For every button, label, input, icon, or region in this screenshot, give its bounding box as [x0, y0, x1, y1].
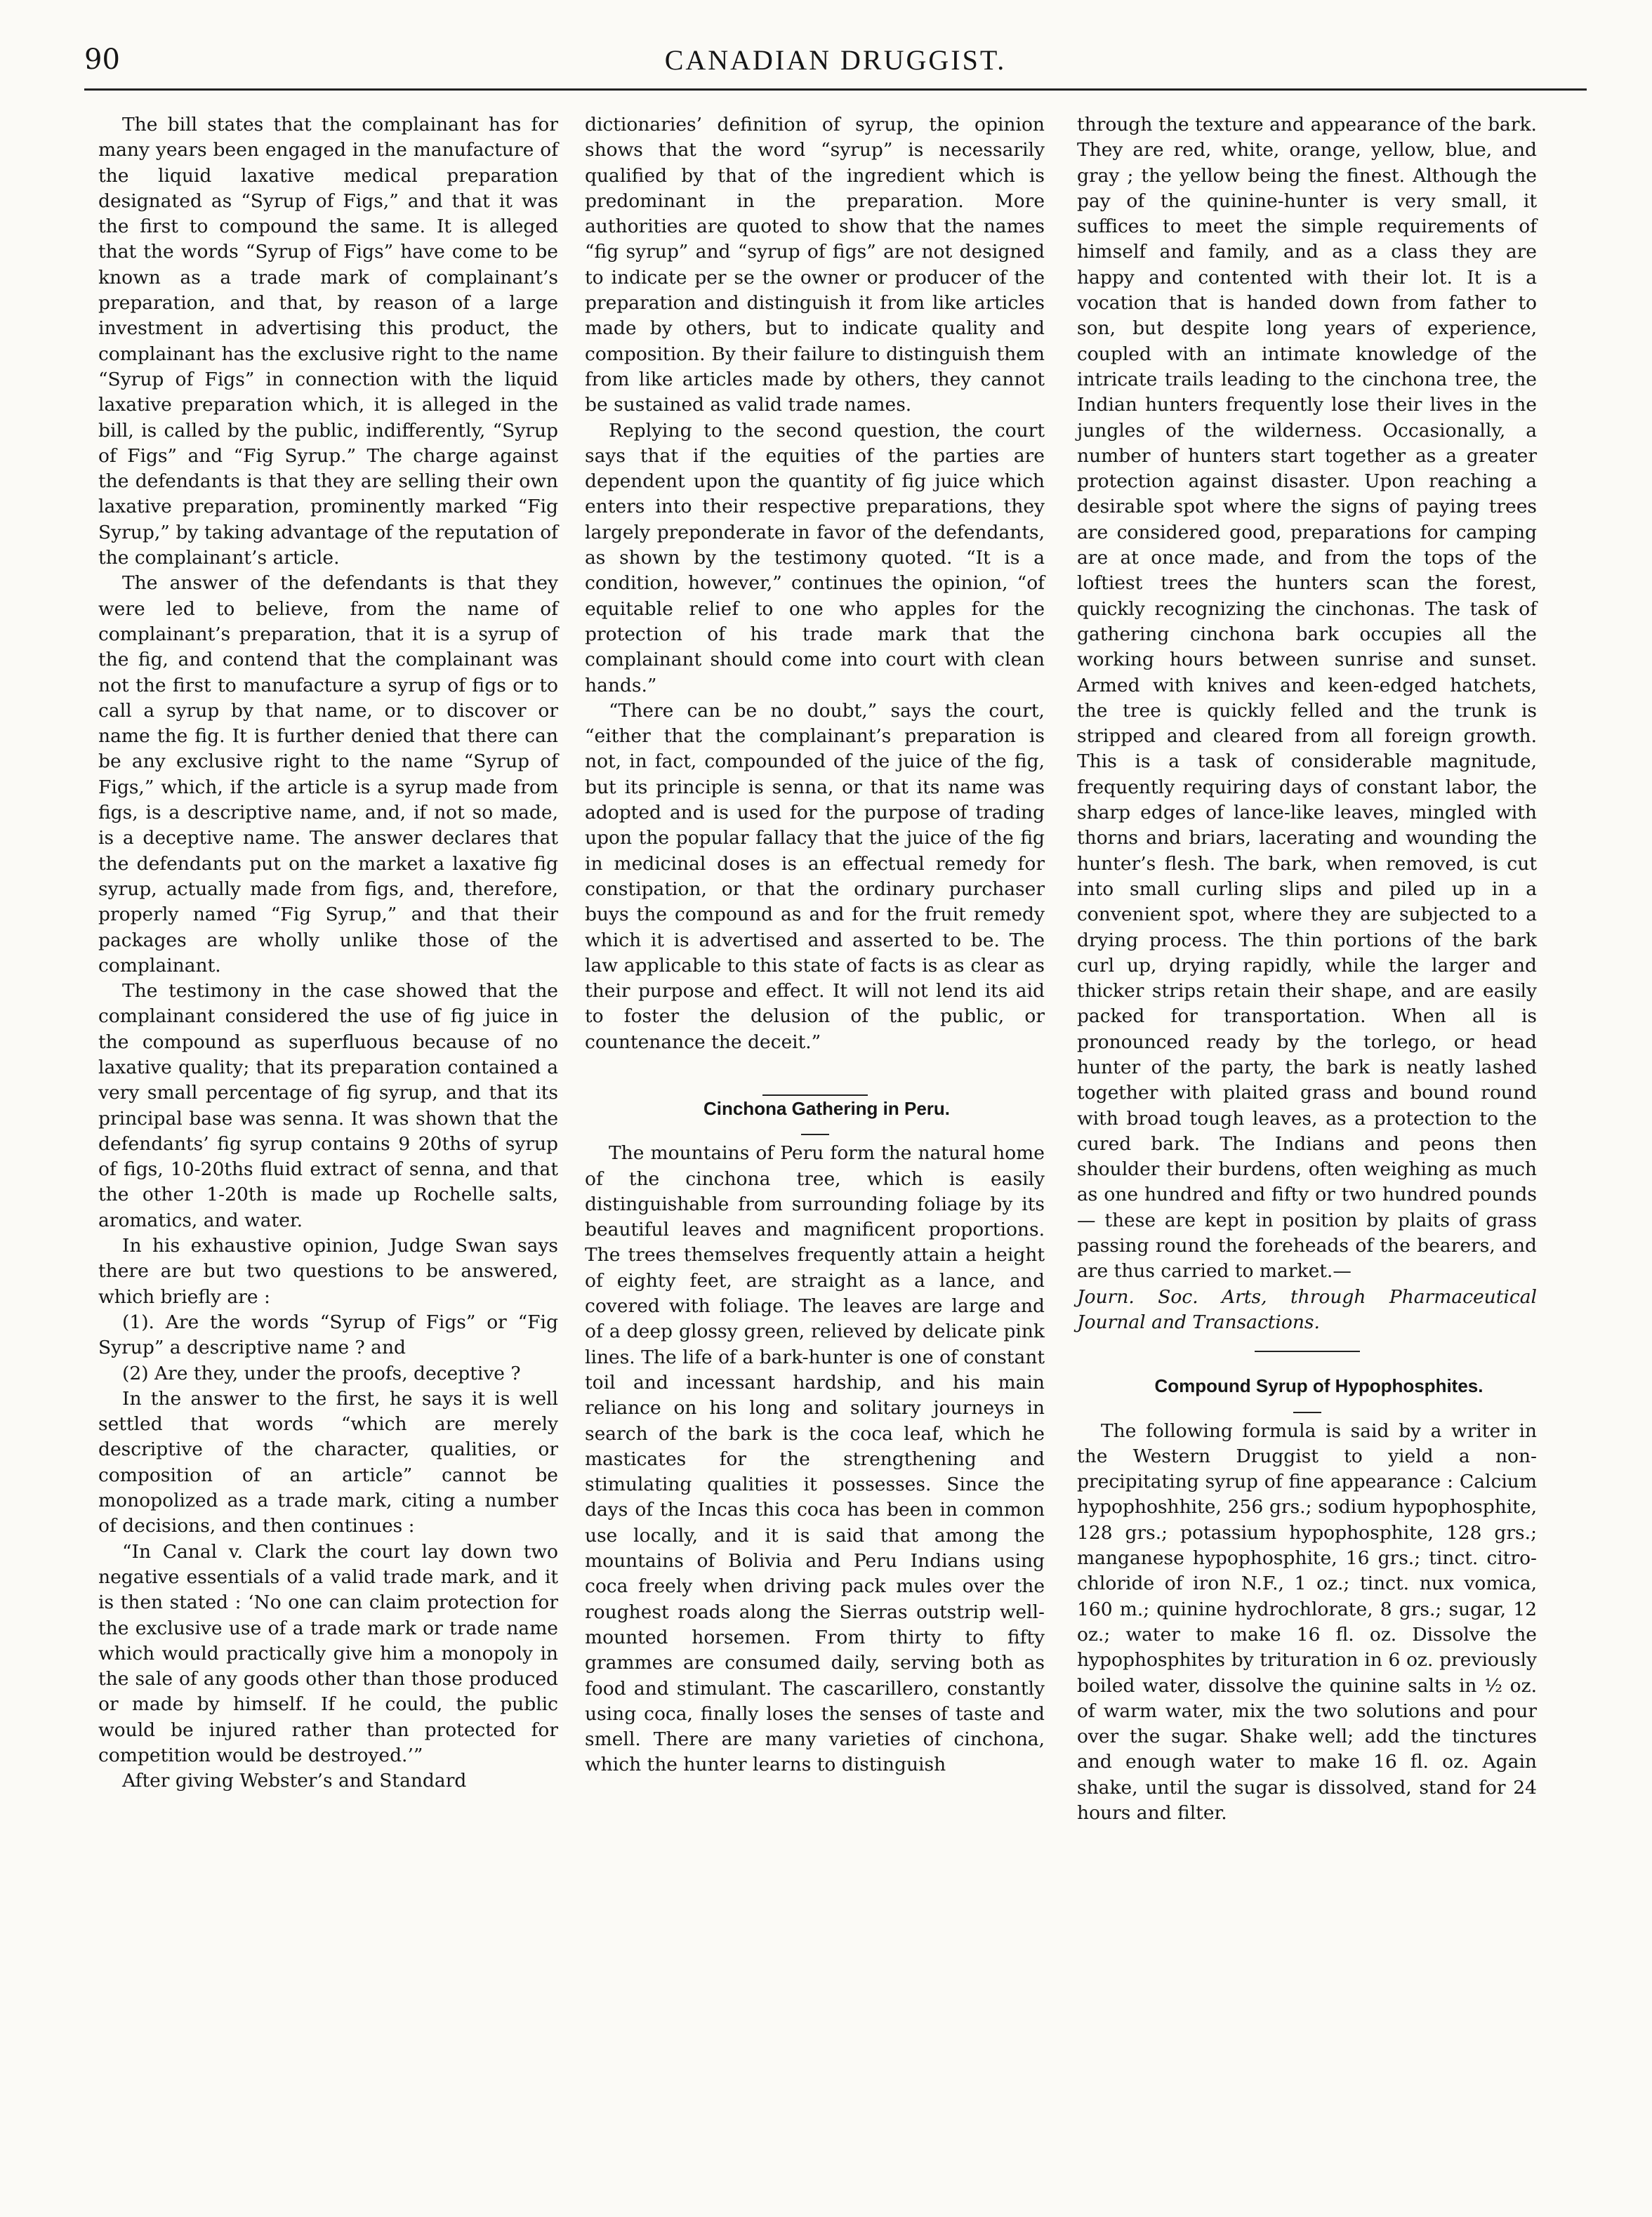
paragraph: “There can be no doubt,” says the court, “either that the complainant’s preparation is not, in fact, compounded of the juice of the fig, but its principle is senna, or that its name was adopted and is used for the purpose of trading upon the popular fallacy that the juice of the fig in medicinal doses is an effectual remedy for constipation, or that the ordinary purchaser buys the compound as and for the fruit remedy which it is advertised and asserted to be. The law applicable to this state of facts is as clear as their purpose and effect. It will not lend its aid to foster the delusion of the public, or countenance the deceit.”	[585, 699, 1045, 1053]
column-1	[98, 112, 558, 1794]
paragraph: through the texture and appearance of the bark. They are red, white, orange, yellow, blue, and gray ; the yellow being the finest. Although the pay of the quinine-hunter is very small, it suffices to meet the simple requirements of himself and family, and as a class they are happy and contented with their lot. It is a vocation that is handed down from father to son, but despite long years of experience, coupled with an intimate knowledge of the intricate trails leading to the cinchona tree, the Indian hunters frequently lose their lives in the jungles of the wilderness. Occasionally, a number of hunters start together as a greater protection against disaster. Upon reaching a desirable spot where the signs of paying trees are considered good, preparations for camping are at once made, and from the tops of the loftiest trees the hunters scan the forest, quickly recognizing the cinchonas. The task of gathering cinchona bark occupies all the working hours between sunrise and sunset. Armed with knives and keen-edged hatchets, the tree is quickly felled and the trunk is stripped and cleared from all foreign growth. This is a task of considerable magnitude, frequently requiring days of constant labor, the sharp edges of lance-like leaves, mingled with thorns and briars, lacerating and wounding the hunter’s flesh. The bark, when removed, is cut into small curling slips and piled up in a convenient spot, where they are subjected to a drying process. The thin portions of the bark curl up, drying rapidly, while the larger and thicker strips retain their shape, and are easily packed for transportation. When all is pronounced ready by the torlego, or head hunter of the party, the bark is neatly lashed together with plaited grass and bound round with broad tough leaves, as a protection to the cured bark. The Indians and peons then shoulder their burdens, often weighing as much as one hundred and fifty or two hundred pounds — these are kept in position by plaits of grass passing round the foreheads of the bearers, and are thus carried to market.—	[1077, 114, 1537, 1283]
paragraph: Replying to the second question, the court says that if the equities of the parties are dependent upon the quantity of fig juice which enters into their respective preparations, they largely preponderate in favor of the defendants, as shown by the testimony quoted. “It is a condition, however,” continues the opinion, “of equitable relief to one who apples for the protection of his trade mark that the complainant should come into court with clean hands.”	[585, 419, 1045, 696]
column-3	[1077, 112, 1537, 1826]
source-citation: Journ. Soc. Arts, through Pharmaceutical Journal and Transactions.	[1077, 1285, 1537, 1333]
heading-dash	[801, 1134, 829, 1135]
question-one: (1). Are the words “Syrup of Figs” or “Fig Syrup” a descriptive name ? and	[98, 1311, 558, 1359]
paragraph: The testimony in the case showed that the complainant considered the use of fig juice in the compound as superfluous because of no laxative quality; that its preparation contained a very small percentage of fig syrup, and that its principal base was senna. It was shown that the defendants’ fig syrup contains 9 20ths of syrup of figs, 10-20ths fluid extract of senna, and that the other 1-20th is made up Rochelle salts, aromatics, and water.	[98, 980, 558, 1231]
article-heading-hypophosphites: Compound Syrup of Hypophosphites.	[1154, 1375, 1484, 1397]
paragraph: The following formula is said by a writer in the Western Druggist to yield a non-precipitating syrup of fine appearance : Calcium hypophoshhite, 256 grs.; sodium hypophosphite, 128 grs.; potassium hypophosphite, 128 grs.; manganese hypophosphite, 16 grs.; tinct. citro-chloride of iron N.F., 1 oz.; tinct. nux vomica, 160 m.; quinine hydrochlorate, 8 grs.; sugar, 12 oz.; water to make 16 fl. oz. Dissolve the hypophosphites by trituration in 6 oz. previously boiled water, dissolve the quinine salts in ½ oz. of warm water, mix the two solutions and pour over the sugar. Shake well; add the tinctures and enough water to make 16 fl. oz. Again shake, until the sugar is dissolved, stand for 24 hours and filter.	[1077, 1419, 1537, 1824]
quotation-paragraph: “In Canal v. Clark the court lay down two negative essentials of a valid trade mark, and it is then stated : ‘No one can claim protection for the exclusive use of a trade mark or trade name which would practically give him a monopoly in the sale of any goods other than those produced or made by himself. If he could, the public would be injured rather than protected for competition would be destroyed.’”	[98, 1540, 558, 1766]
paragraph: In his exhaustive opinion, Judge Swan says there are but two questions to be answered, which briefly are :	[98, 1235, 558, 1308]
heading-dash	[1293, 1412, 1321, 1413]
header-rule	[84, 88, 1587, 91]
paragraph: In the answer to the first, he says it is well settled that words “which are merely descriptive of the character, qualities, or composition of an article” cannot be monopolized as a trade mark, citing a number of decisions, and then continues :	[98, 1387, 558, 1537]
journal-title: CANADIAN DRUGGIST.	[664, 44, 1007, 76]
column-2	[585, 112, 1045, 1778]
article-heading-cinchona: Cinchona Gathering in Peru.	[703, 1097, 951, 1119]
paragraph: dictionaries’ definition of syrup, the opinion shows that the word “syrup” is necessarily qualified by that of the ingredient which is predominant in the preparation. More authorities are quoted to show that the names “fig syrup” and “syrup of figs” are not designed to indicate per se the owner or producer of the preparation and distinguish it from like articles made by others, but to indicate quality and composition. By their failure to distinguish them from like articles made by others, they cannot be sustained as valid trade names.	[585, 114, 1045, 416]
paragraph: The mountains of Peru form the natural home of the cinchona tree, which is easily distinguishable from surrounding foliage by its beautiful leaves and magnificent proportions. The trees themselves frequently attain a height of eighty feet, are straight as a lance, and covered with foliage. The leaves are large and of a deep glossy green, relieved by delicate pink lines. The life of a bark-hunter is one of constant toil and incessant hardship, and his main reliance on his long and solitary journeys in search of the bark is the coca leaf, which he masticates for the strengthening and stimulating qualities it possesses. Since the days of the Incas this coca has been in common use locally, and it is said that among the mountains of Bolivia and Peru Indians using coca freely when driving pack mules over the roughest roads along the Sierras outstrip well-mounted horsemen. From thirty to fifty grammes are consumed daily, serving both as food and stimulant. The cascarillero, constantly using coca, finally loses the senses of taste and smell. There are many varieties of cinchona, which the hunter learns to distinguish	[585, 1142, 1045, 1776]
question-two: (2) Are they, under the proofs, deceptive ?	[122, 1362, 521, 1384]
section-separator-rule	[1255, 1351, 1360, 1352]
paragraph: The answer of the defendants is that they were led to believe, from the name of complainant’s preparation, that it is a syrup of the fig, and contend that the complainant was not the first to manufacture a syrup of figs or to call a syrup by that name, or to discover or name the fig. It is further denied that there can be any exclusive right to the name “Syrup of Figs,” which, if the article is a syrup made from figs, is a descriptive name, and, if not so made, is a deceptive name. The answer declares that the defendants put on the market a laxative fig syrup, actually made from figs, and, therefore, properly named “Fig Syrup,” and that their packages are wholly unlike those of the complainant.	[98, 572, 558, 977]
page-header	[84, 44, 1587, 86]
paragraph: The bill states that the complainant has for many years been engaged in the manufacture of the liquid laxative medical preparation designated as “Syrup of Figs,” and that it was the first to compound the same. It is alleged that the words “Syrup of Figs” have come to be known as a trade mark of complainant’s preparation, and that, by reason of a large investment in advertising this product, the complainant has the exclusive right to the name “Syrup of Figs” in connection with the liquid laxative preparation which, it is alleged in the bill, is called by the public, indifferently, “Syrup of Figs” and “Fig Syrup.” The charge against the defendants is that they are selling their own laxative preparation, prominently marked “Fig Syrup,” by taking advantage of the reputation of the complainant’s article.	[98, 114, 558, 569]
paragraph: After giving Webster’s and Standard	[122, 1770, 467, 1792]
page-number: 90	[84, 44, 120, 76]
